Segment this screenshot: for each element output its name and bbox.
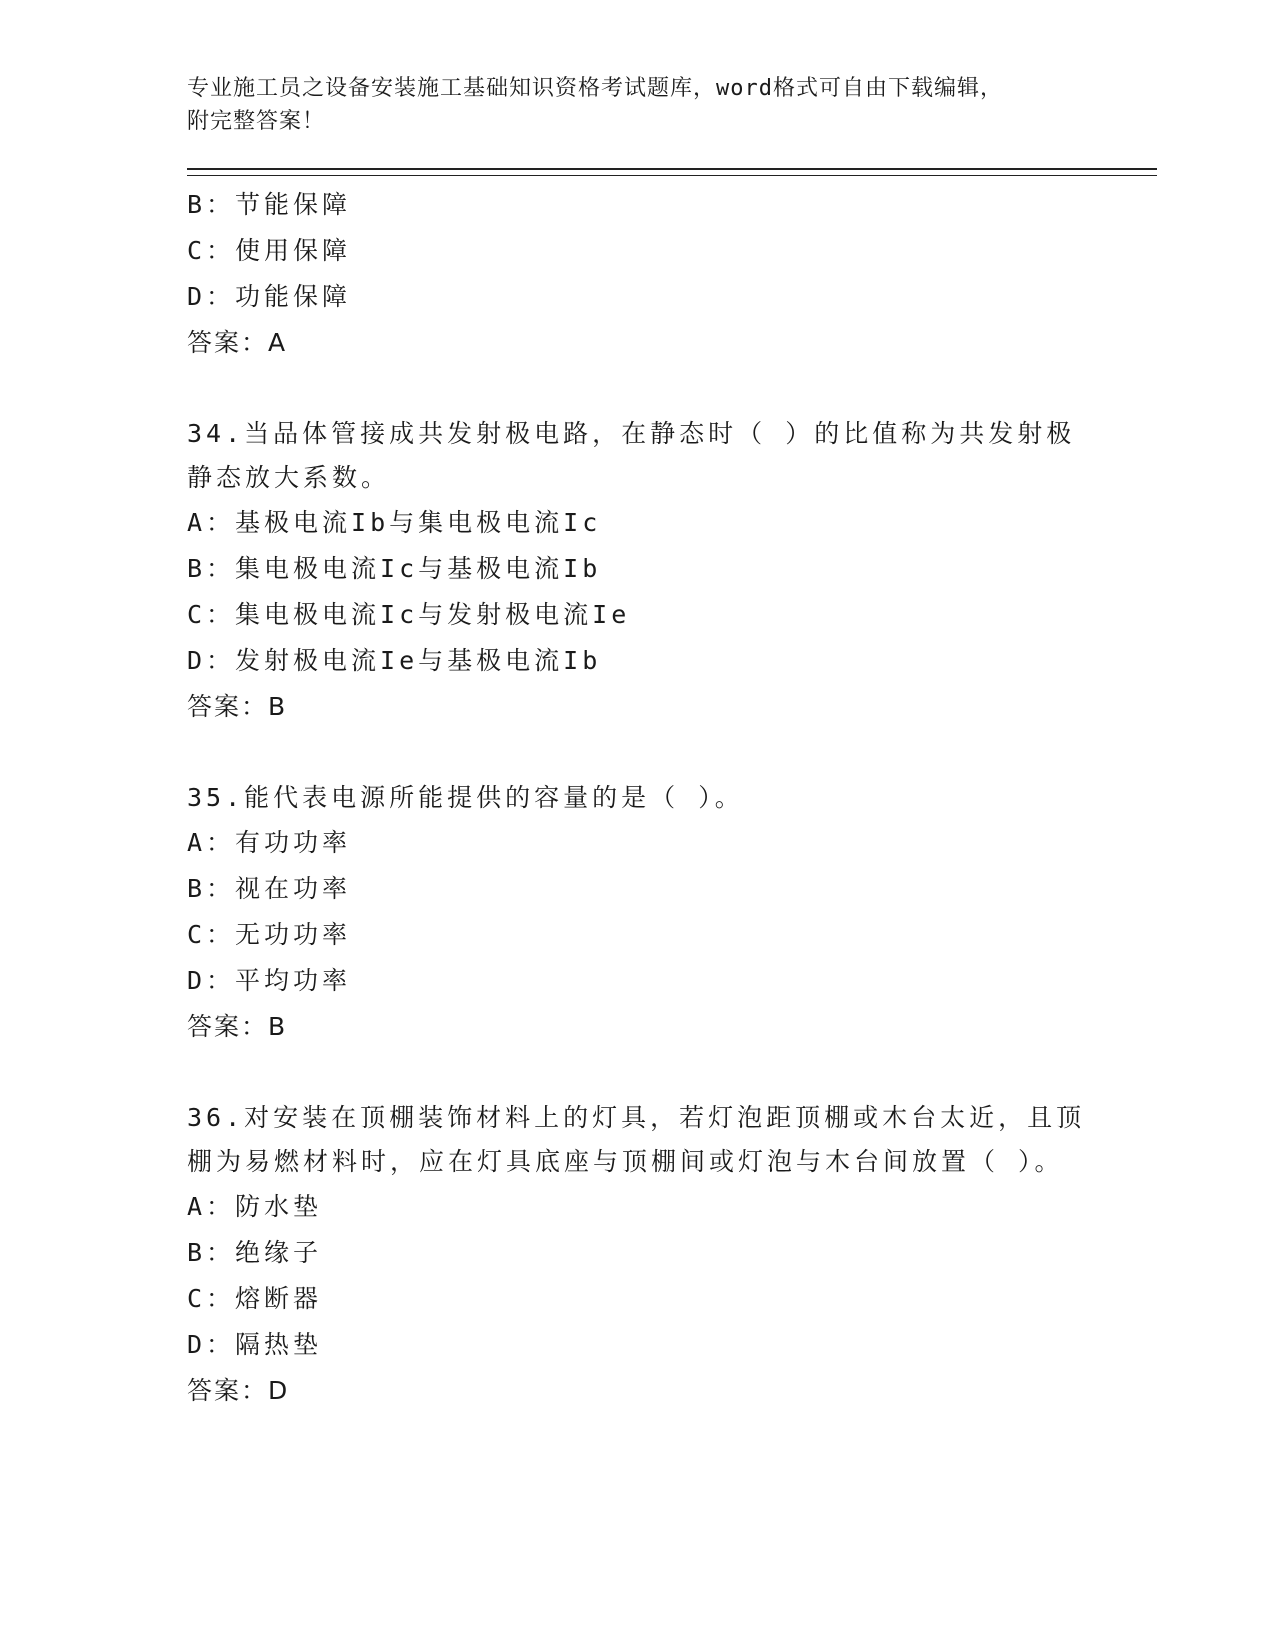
- option-b: B：视在功率: [187, 874, 352, 903]
- answer: 答案：B: [187, 1012, 288, 1041]
- option-c: C：集电极电流Ic与发射极电流Ie: [187, 600, 631, 629]
- header-divider: [187, 168, 1157, 176]
- question-36: [187, 1096, 1157, 1414]
- option-b: B：节能保障: [187, 190, 352, 219]
- header-line-2: 附完整答案！: [187, 109, 326, 134]
- question-stem: 36.对安装在顶棚装饰材料上的灯具，若灯泡距顶棚或木台太近，且顶棚为易燃材料时，应在灯具底座与顶棚间或灯泡与木台间放置（ ）。: [187, 1103, 1086, 1176]
- spacer: [187, 1050, 1157, 1096]
- option-b: B：集电极电流Ic与基极电流Ib: [187, 554, 602, 583]
- answer: 答案：A: [187, 328, 288, 357]
- spacer: [187, 366, 1157, 412]
- option-a: A：基极电流Ib与集电极电流Ic: [187, 508, 602, 537]
- option-d: D：功能保障: [187, 282, 352, 311]
- option-c: C：熔断器: [187, 1284, 323, 1313]
- question-stem: 35.能代表电源所能提供的容量的是（ ）。: [187, 783, 744, 812]
- document-page: [187, 72, 1157, 1414]
- question-stem: 34.当品体管接成共发射极电路，在静态时（ ）的比值称为共发射极静态放大系数。: [187, 419, 1076, 492]
- spacer: [187, 730, 1157, 776]
- question-34: [187, 412, 1157, 730]
- option-a: A：有功功率: [187, 828, 352, 857]
- option-d: D：平均功率: [187, 966, 352, 995]
- partial-question: [187, 182, 1157, 366]
- option-b: B：绝缘子: [187, 1238, 323, 1267]
- answer: 答案：B: [187, 692, 288, 721]
- option-c: C：使用保障: [187, 236, 352, 265]
- option-a: A：防水垫: [187, 1192, 323, 1221]
- answer: 答案：D: [187, 1376, 290, 1405]
- header-line-1: 专业施工员之设备安装施工基础知识资格考试题库，word格式可自由下载编辑，: [187, 76, 1003, 101]
- option-d: D：隔热垫: [187, 1330, 323, 1359]
- option-c: C：无功功率: [187, 920, 352, 949]
- option-d: D：发射极电流Ie与基极电流Ib: [187, 646, 602, 675]
- question-35: [187, 776, 1157, 1050]
